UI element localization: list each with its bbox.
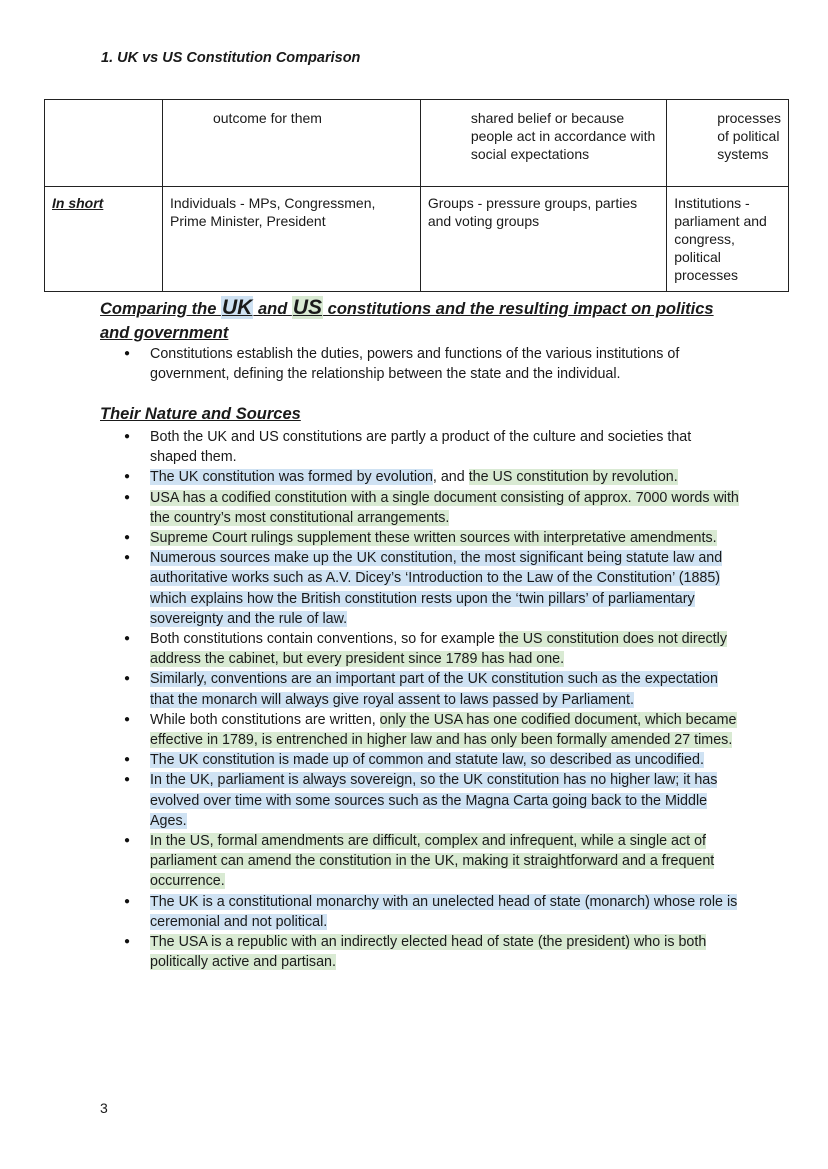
list-item: ● Supreme Court rulings supplement these written sources with interpretative amendments. <box>100 528 740 548</box>
table-cell: Institutions - parliament and congress, political processes <box>667 187 789 292</box>
list-item: ● The USA is a republic with an indirectly elected head of state (the president) who is both politically active and partisan. <box>100 932 740 972</box>
table-row <box>45 187 789 292</box>
nature-list <box>100 427 740 972</box>
list-item: ● The UK constitution is made up of common and statute law, so described as uncodified. <box>100 750 740 770</box>
table-cell: shared belief or because people act in accordance with social expectations <box>420 100 666 187</box>
list-item: ● The UK is a constitutional monarchy with an unelected head of state (monarch) whose role is ceremonial and not political. <box>100 892 740 932</box>
list-item: ● In the UK, parliament is always sovereign, so the UK constitution has no higher law; it has evolved over time with some sources such as the Magna Carta going back to the Middle Ages. <box>100 770 740 831</box>
table-cell: outcome for them <box>162 100 420 187</box>
list-item: ● Both the UK and US constitutions are partly a product of the culture and societies that shaped them. <box>100 427 740 467</box>
intro-list <box>100 344 740 384</box>
page-number: 3 <box>100 1100 108 1116</box>
list-item: ● USA has a codified constitution with a single document consisting of approx. 7000 words with the country’s most constitutional arrangements. <box>100 488 740 528</box>
table-cell: Groups - pressure groups, parties and voting groups <box>420 187 666 292</box>
row-label: In short <box>52 195 104 211</box>
title-us-highlight: US <box>292 296 323 319</box>
subsection-title: Their Nature and Sources <box>100 405 301 423</box>
comparison-table <box>44 99 789 292</box>
title-uk-highlight: UK <box>222 296 253 319</box>
list-item: ● Constitutions establish the duties, powers and functions of the various institutions of government, defining the relationship between the state and the individual. <box>100 344 740 384</box>
table-cell <box>45 100 163 187</box>
table-cell: processes of political systems <box>667 100 789 187</box>
list-item: ● Similarly, conventions are an important part of the UK constitution such as the expectation that the monarch will always give royal assent to laws passed by Parliament. <box>100 669 740 709</box>
table-cell: Individuals - MPs, Congressmen, Prime Minister, President <box>162 187 420 292</box>
page-header-title: 1. UK vs US Constitution Comparison <box>101 50 361 66</box>
table-row <box>45 100 789 187</box>
section-title: Comparing the UK and US constitutions and the resulting impact on politics and government <box>100 296 714 342</box>
list-item: ● Both constitutions contain conventions, so for example the US constitution does not directly address the cabinet, but every president since 1789 has had one. <box>100 629 740 669</box>
table-cell <box>45 187 163 292</box>
list-item: ● The UK constitution was formed by evolution, and the US constitution by revolution. <box>100 467 740 487</box>
list-item: ● Numerous sources make up the UK constitution, the most significant being statute law and authoritative works such as A.V. Dicey’s ‘Introduction to the Law of the Constitution’ (1885) which explains how the British constitution rests upon the ‘twin pillars’ of parliamentary sovereignty and the rule of law. <box>100 548 740 629</box>
list-item: ● While both constitutions are written, only the USA has one codified document, which became effective in 1789, is entrenched in higher law and has only been formally amended 27 times. <box>100 710 740 750</box>
list-item: ● In the US, formal amendments are difficult, complex and infrequent, while a single act of parliament can amend the constitution in the UK, making it straightforward and a frequent occurrence. <box>100 831 740 892</box>
